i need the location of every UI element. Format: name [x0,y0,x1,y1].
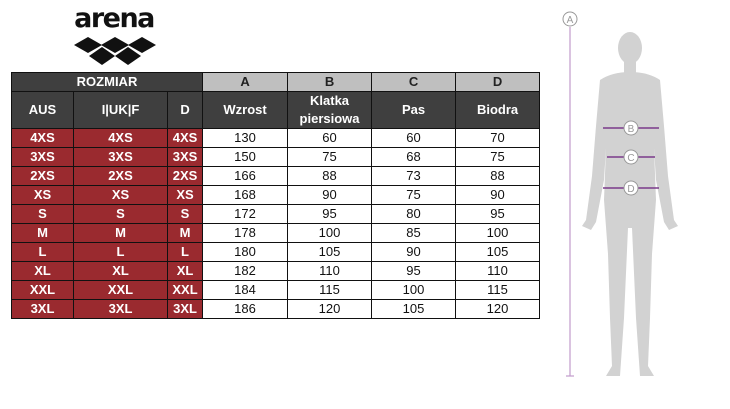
brand-name: arena [74,3,154,34]
table-row [12,148,540,167]
table-row [12,167,540,186]
value-biodra: 100 [456,224,540,243]
value-wzrost: 168 [203,186,288,205]
size-aus: 3XS [12,148,74,167]
height-measure-line [566,27,574,376]
header-i-uk-f: I|UK|F [74,92,168,129]
value-wzrost: 186 [203,300,288,319]
value-klatka: 115 [288,281,372,300]
size-aus: 3XL [12,300,74,319]
size-i-uk-f: XXL [74,281,168,300]
value-pas: 95 [372,262,456,281]
value-biodra: 105 [456,243,540,262]
size-d: L [168,243,203,262]
size-d: 2XS [168,167,203,186]
value-klatka: 105 [288,243,372,262]
column-letter-a: A [203,73,288,92]
size-aus: L [12,243,74,262]
value-biodra: 120 [456,300,540,319]
marker-c-label: C [627,153,635,164]
size-d: XXL [168,281,203,300]
size-aus: XS [12,186,74,205]
size-d: 3XS [168,148,203,167]
human-silhouette-icon [582,32,678,376]
size-aus: 4XS [12,129,74,148]
header-pas: Pas [372,92,456,129]
value-biodra: 95 [456,205,540,224]
size-i-uk-f: 4XS [74,129,168,148]
size-aus: 2XS [12,167,74,186]
value-klatka: 60 [288,129,372,148]
size-i-uk-f: L [74,243,168,262]
table-row [12,300,540,319]
marker-b-label: B [627,124,635,135]
size-i-uk-f: 3XL [74,300,168,319]
marker-a [563,12,577,26]
column-letter-b: B [288,73,372,92]
table-row [12,186,540,205]
size-aus: M [12,224,74,243]
value-wzrost: 178 [203,224,288,243]
value-pas: 60 [372,129,456,148]
header-aus: AUS [12,92,74,129]
value-wzrost: 130 [203,129,288,148]
value-biodra: 70 [456,129,540,148]
size-aus: S [12,205,74,224]
body-measurement-figure [556,8,716,404]
value-wzrost: 150 [203,148,288,167]
marker-a-label: A [566,15,574,26]
size-d: 4XS [168,129,203,148]
value-klatka: 95 [288,205,372,224]
size-i-uk-f: 2XS [74,167,168,186]
header-wzrost: Wzrost [203,92,288,129]
rozmiar-header: ROZMIAR [12,73,203,92]
column-letter-d: D [456,73,540,92]
size-aus: XL [12,262,74,281]
value-klatka: 100 [288,224,372,243]
header-klatka-piersiowa: Klatka piersiowa [288,92,372,129]
size-i-uk-f: XS [74,186,168,205]
size-i-uk-f: XL [74,262,168,281]
value-pas: 90 [372,243,456,262]
marker-d-label: D [627,184,635,195]
value-wzrost: 172 [203,205,288,224]
table-row [12,281,540,300]
size-i-uk-f: 3XS [74,148,168,167]
table-row [12,262,540,281]
value-klatka: 110 [288,262,372,281]
value-biodra: 90 [456,186,540,205]
header-d: D [168,92,203,129]
arena-diamond-mark-icon [70,34,160,70]
value-wzrost: 166 [203,167,288,186]
value-biodra: 75 [456,148,540,167]
value-biodra: 88 [456,167,540,186]
arena-logo [70,4,160,70]
table-row [12,129,540,148]
size-chart-table [11,72,540,319]
size-d: XS [168,186,203,205]
value-biodra: 115 [456,281,540,300]
value-pas: 100 [372,281,456,300]
size-i-uk-f: S [74,205,168,224]
table-row [12,205,540,224]
value-pas: 80 [372,205,456,224]
value-wzrost: 184 [203,281,288,300]
size-d: XL [168,262,203,281]
value-biodra: 110 [456,262,540,281]
value-pas: 75 [372,186,456,205]
value-wzrost: 182 [203,262,288,281]
value-klatka: 75 [288,148,372,167]
size-i-uk-f: M [74,224,168,243]
table-row [12,243,540,262]
value-wzrost: 180 [203,243,288,262]
value-klatka: 88 [288,167,372,186]
value-pas: 105 [372,300,456,319]
value-klatka: 90 [288,186,372,205]
size-aus: XXL [12,281,74,300]
size-d: 3XL [168,300,203,319]
size-d: S [168,205,203,224]
table-row [12,224,540,243]
header-biodra: Biodra [456,92,540,129]
value-klatka: 120 [288,300,372,319]
size-d: M [168,224,203,243]
column-letter-c: C [372,73,456,92]
value-pas: 85 [372,224,456,243]
value-pas: 73 [372,167,456,186]
value-pas: 68 [372,148,456,167]
